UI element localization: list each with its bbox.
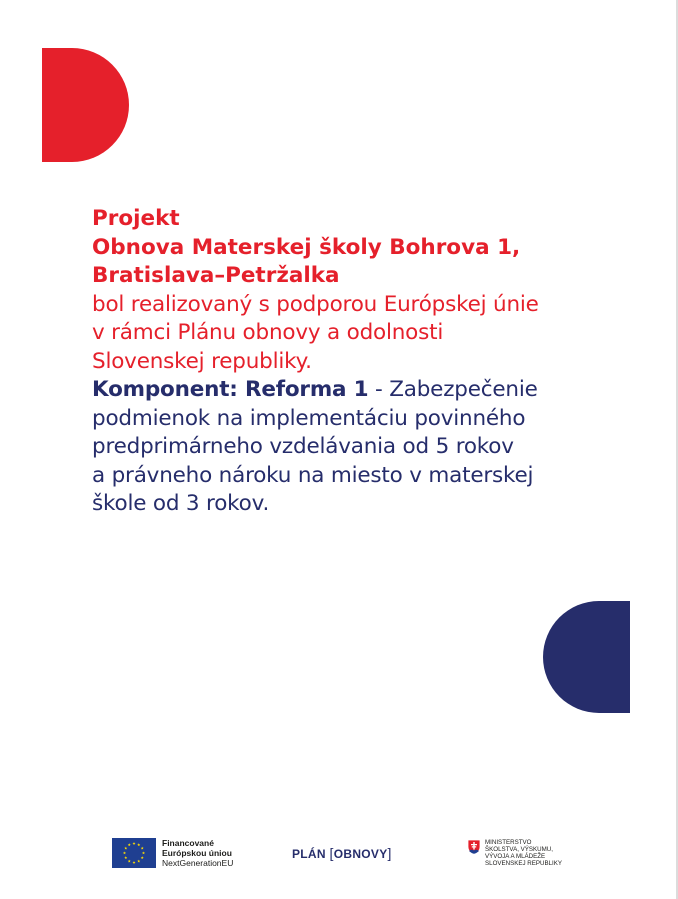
ministry-line-2: ŠKOLSTVA, VÝSKUMU, (485, 846, 553, 853)
support-line-1: bol realizovaný s podporou Európskej únie (92, 291, 539, 317)
component-line-5: škole od 3 rokov. (92, 491, 270, 516)
eu-text-line-1: Financované (162, 838, 214, 848)
component-line-2: podmienok na implementáciu povinného (92, 405, 526, 431)
project-name-line-2: Bratislava–Petržalka (92, 263, 340, 288)
ministry-line-4: SLOVENSKEJ REPUBLIKY (485, 860, 563, 867)
component-label: Komponent: Reforma 1 (92, 377, 369, 402)
component-line-3: predprimárneho vzdelávania od 5 rokov (92, 434, 514, 459)
component-line-4: a právneho nároku na miesto v materskej (92, 462, 534, 488)
slovak-coat-of-arms-icon (467, 839, 481, 855)
ministry-line-1: MINISTERSTVO (485, 839, 532, 846)
component-line-1 (92, 376, 612, 405)
plan-obnovy-logo (292, 845, 392, 861)
obnovy-word: OBNOVY (333, 847, 388, 861)
support-line-2: v rámci Plánu obnovy a odolnosti (92, 320, 444, 345)
eu-flag-icon (112, 838, 156, 868)
support-line-3: Slovenskej republiky. (92, 348, 312, 374)
eu-text-line-2: Európskou úniou (162, 848, 232, 858)
eu-text-line-3: NextGenerationEU (162, 858, 234, 868)
project-label: Projekt (92, 206, 180, 231)
eu-funding-text (162, 838, 233, 868)
component-first-line-rest: - Zabezpečenie (368, 377, 538, 402)
navy-half-circle-decoration (543, 601, 630, 713)
project-text-block (92, 205, 612, 519)
project-name-line-1: Obnova Materskej školy Bohrova 1, (92, 234, 521, 260)
ministry-line-3: VÝVOJA A MLÁDEŽE (485, 853, 546, 860)
plan-word: PLÁN (292, 847, 326, 861)
red-half-circle-decoration (42, 48, 129, 162)
footer-logos (0, 830, 678, 880)
ministry-text (485, 839, 562, 867)
plan-bracket-open: [ (329, 845, 334, 861)
plan-bracket-close: ] (387, 845, 392, 861)
